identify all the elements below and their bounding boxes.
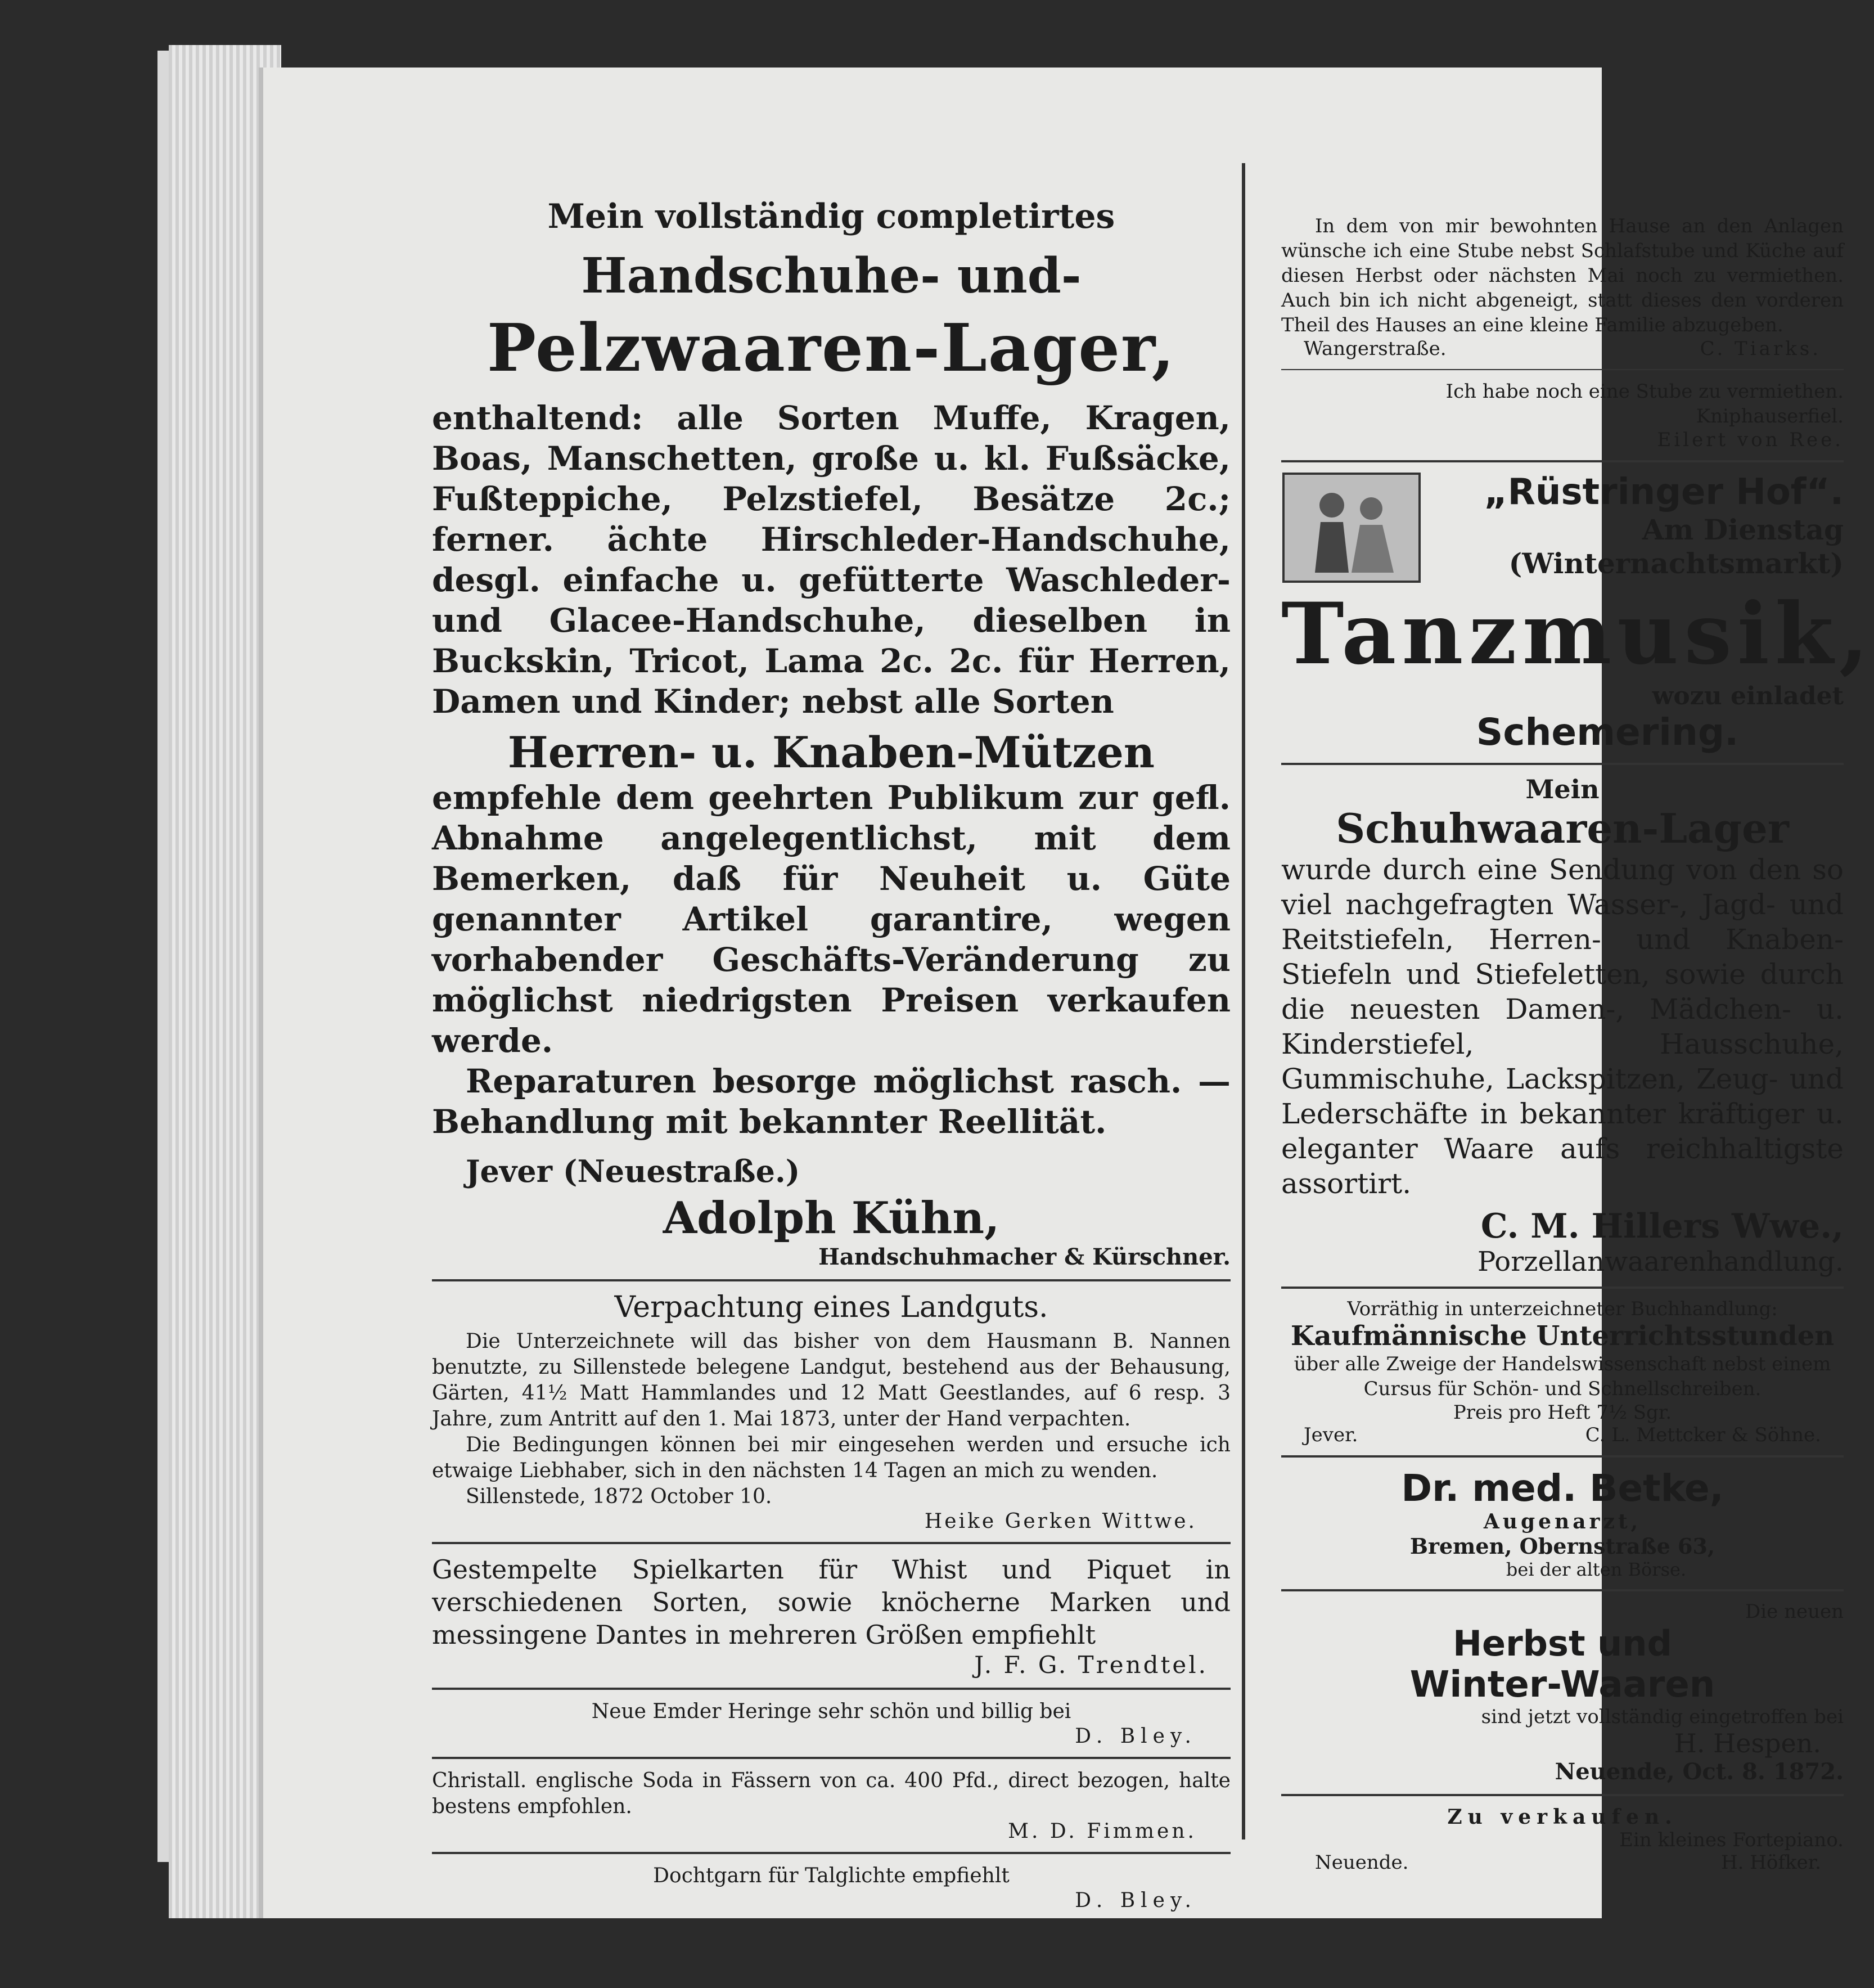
winter-line1: Herbst und — [1453, 1623, 1672, 1664]
gloves-trade: Handschuhmacher & Kürschner. — [818, 1244, 1231, 1270]
left-column — [432, 152, 1231, 1912]
lease-date: Sillenstede, 1872 October 10. — [466, 1485, 772, 1508]
winter-date: Neuende, Oct. 8. 1872. — [1555, 1758, 1844, 1785]
piano-place: Neuende. — [1315, 1851, 1409, 1874]
dance-sub: Am Dienstag (Winternachtsmarkt) — [1508, 513, 1844, 580]
wick-sign: D. Bley. — [1075, 1889, 1197, 1912]
lease-body2: Die Bedingungen können bei mir eingesehen werden und ersuche ich etwaige Liebhaber, sich in den nächsten 14 Tagen an mich zu wenden. — [432, 1433, 1231, 1482]
gloves-body: enthaltend: alle Sorten Muffe, Kragen, Boas, Manschetten, große u. kl. Fußsäcke, Fußteppiche, Pelzstiefel, Besätze 2c.; ferner. ächte Hirschleder-Handschuhe, desgl. einfache u. gefütterte Waschleder- und Glacee-Handschuhe, dieselben in Buckskin, Tricot, Lama 2c. 2c. für Herren, Damen und Kinder; nebst alle Sorten — [432, 399, 1231, 721]
room2-body: Ich habe noch eine Stube zu vermiethen. — [1445, 380, 1844, 403]
separator — [1281, 460, 1844, 462]
gloves-body2: empfehle dem geehrten Publikum zur gefl. Abnahme angelegentlichst, mit dem Bemerken, daß für Neuheit u. Güte genannter Artikel garantire, wegen vorhabender Geschäfts-Veränderung zu möglichst niedrigsten Preisen verkaufen werde. — [432, 779, 1231, 1060]
gloves-line1: Mein vollständig completirtes — [547, 197, 1115, 236]
doctor-name: Dr. med. Betke, — [1401, 1467, 1724, 1510]
lease-sign: Heike Gerken Wittwe. — [924, 1510, 1197, 1533]
separator — [1281, 763, 1844, 765]
soda-ad — [432, 1768, 1231, 1843]
doctor-addr: Bremen, Obernstraße 63, — [1409, 1533, 1715, 1559]
wick-ad — [432, 1863, 1231, 1912]
soda-sign: M. D. Fimmen. — [1008, 1820, 1197, 1843]
herring-ad — [432, 1699, 1231, 1748]
piano-sign: H. Höfker. — [1720, 1851, 1821, 1874]
separator — [432, 1757, 1231, 1759]
soda-body: Christall. englische Soda in Fässern von ca. 400 Pfd., direct bezogen, halte bestens empfohlen. — [432, 1769, 1231, 1818]
winter-line2: Winter-Waaren — [1409, 1664, 1715, 1706]
separator — [1281, 1287, 1844, 1289]
gloves-line3: Pelzwaaren-Lager, — [486, 310, 1176, 386]
winter-ad — [1281, 1600, 1844, 1785]
dance-big: Tanzmusik, — [1281, 584, 1874, 683]
room2-street: Kniphauserfiel. — [1696, 405, 1844, 428]
piano-body: Ein kleines Fortepiano. — [1619, 1829, 1844, 1851]
cards-ad — [432, 1553, 1231, 1679]
room2-sign: Eilert von Ree. — [1657, 429, 1844, 451]
shoes-line1: Mein — [1525, 774, 1600, 804]
separator — [1281, 1455, 1844, 1458]
newspaper-page — [259, 68, 1874, 1918]
books-price: Preis pro Heft 7½ Sgr. — [1453, 1401, 1672, 1424]
piano-ad — [1281, 1805, 1844, 1874]
books-title: Kaufmännische Unterrichtsstunden — [1290, 1320, 1835, 1352]
shoes-line2: Schuhwaaren-Lager — [1336, 804, 1789, 852]
separator — [1281, 369, 1844, 370]
room1-street: Wangerstraße. — [1304, 338, 1447, 360]
doctor-addr2: bei der alten Börse. — [1506, 1559, 1687, 1580]
dance-illustration — [1281, 471, 1422, 584]
room1-body: In dem von mir bewohnten Hause an den Anlagen wünsche ich eine Stube nebst Schlafstube und Küche auf diesen Herbst oder nächsten Mai noch zu vermiethen. Auch bin ich nicht abgeneigt, statt dieses den vorderen Theil des Hauses an eine kleine Familie abzugeben. — [1281, 215, 1844, 336]
books-ad — [1281, 1298, 1844, 1446]
gloves-caps: Herren- u. Knaben-Mützen — [507, 727, 1155, 777]
separator — [1281, 1794, 1844, 1796]
dance-invite: wozu einladet — [1652, 682, 1844, 710]
books-sign: C. L. Mettcker & Söhne. — [1585, 1424, 1821, 1446]
lease-body: Die Unterzeichnete will das bisher von dem Hausmann B. Nannen benutzte, zu Sillenstede belegene Landgut, bestehend aus der Behausung, Gärten, 41½ Matt Hammlandes und 12 Matt Geestlandes, auf 6 resp. 3 Jahre, zum Antritt auf den 1. Mai 1873, unter der Hand verpachten. — [432, 1330, 1231, 1431]
separator — [1281, 1589, 1844, 1591]
separator — [432, 1542, 1231, 1544]
gloves-line2: Handschuhe- und- — [581, 248, 1082, 304]
books-body: über alle Zweige der Handelswissenschaft nebst einem Cursus für Schön- und Schnellschreiben. — [1294, 1353, 1831, 1400]
winter-intro: Die neuen — [1745, 1600, 1844, 1623]
piano-title: Zu verkaufen. — [1447, 1805, 1678, 1829]
shoes-body: wurde durch eine Sendung von den so viel nachgefragten Wasser-, Jagd- und Reitstiefeln, Herren- und Knaben-Stiefeln und Stiefeletten, sowie durch die neuesten Damen-, Mädchen- u. Kinderstiefel, Hausschuhe, Gummischuhe, Lackspitzen, Zeug- und Lederschäfte in bekannter kräftiger u. eleganter Waare aufs reichhaltigste assortirt. — [1281, 853, 1844, 1200]
right-column — [1281, 152, 1874, 1874]
herring-body: Neue Emder Heringe sehr schön und billig bei — [591, 1700, 1071, 1723]
gloves-ad — [432, 197, 1231, 1270]
cards-sign: J. F. G. Trendtel. — [974, 1651, 1208, 1679]
gloves-name: Adolph Kühn, — [663, 1193, 1000, 1244]
dance-ad — [1281, 471, 1874, 754]
separator — [432, 1688, 1231, 1690]
gloves-repairs: Reparaturen besorge möglichst rasch. — Behandlung mit bekannter Reellität. — [432, 1062, 1231, 1141]
separator — [432, 1279, 1231, 1281]
shoes-name: C. M. Hillers Wwe., — [1480, 1207, 1844, 1246]
shoes-trade: Porzellanwaarenhandlung. — [1477, 1246, 1844, 1278]
dance-name: Schemering. — [1476, 710, 1739, 754]
herring-sign: D. Bley. — [1075, 1725, 1197, 1748]
room1-sign: C. Tiarks. — [1700, 338, 1821, 360]
doctor-role: Augenarzt, — [1483, 1510, 1642, 1533]
room1-ad — [1281, 214, 1844, 360]
room2-ad — [1281, 379, 1844, 451]
cards-body: Gestempelte Spielkarten für Whist und Piquet in verschiedenen Sorten, sowie knöcherne Marken und messingene Dantes in mehreren Größen empfiehlt — [432, 1554, 1231, 1650]
winter-sign: H. Hespen. — [1674, 1728, 1821, 1758]
separator — [432, 1852, 1231, 1854]
column-divider — [1242, 163, 1245, 1839]
doctor-ad — [1281, 1467, 1844, 1580]
winter-body: sind jetzt vollständig eingetroffen bei — [1481, 1706, 1844, 1728]
lease-title: Verpachtung eines Landguts. — [614, 1290, 1048, 1324]
wick-body: Dochtgarn für Talglichte empfiehlt — [653, 1864, 1010, 1887]
lease-ad — [432, 1290, 1231, 1533]
books-intro: Vorräthig in unterzeichneter Buchhandlung: — [1347, 1298, 1778, 1320]
dance-title: „Rüstringer Hof“. — [1484, 471, 1844, 513]
gloves-place: Jever (Neuestraße.) — [466, 1153, 800, 1189]
books-place: Jever. — [1304, 1424, 1358, 1446]
shoes-ad — [1281, 774, 1844, 1278]
